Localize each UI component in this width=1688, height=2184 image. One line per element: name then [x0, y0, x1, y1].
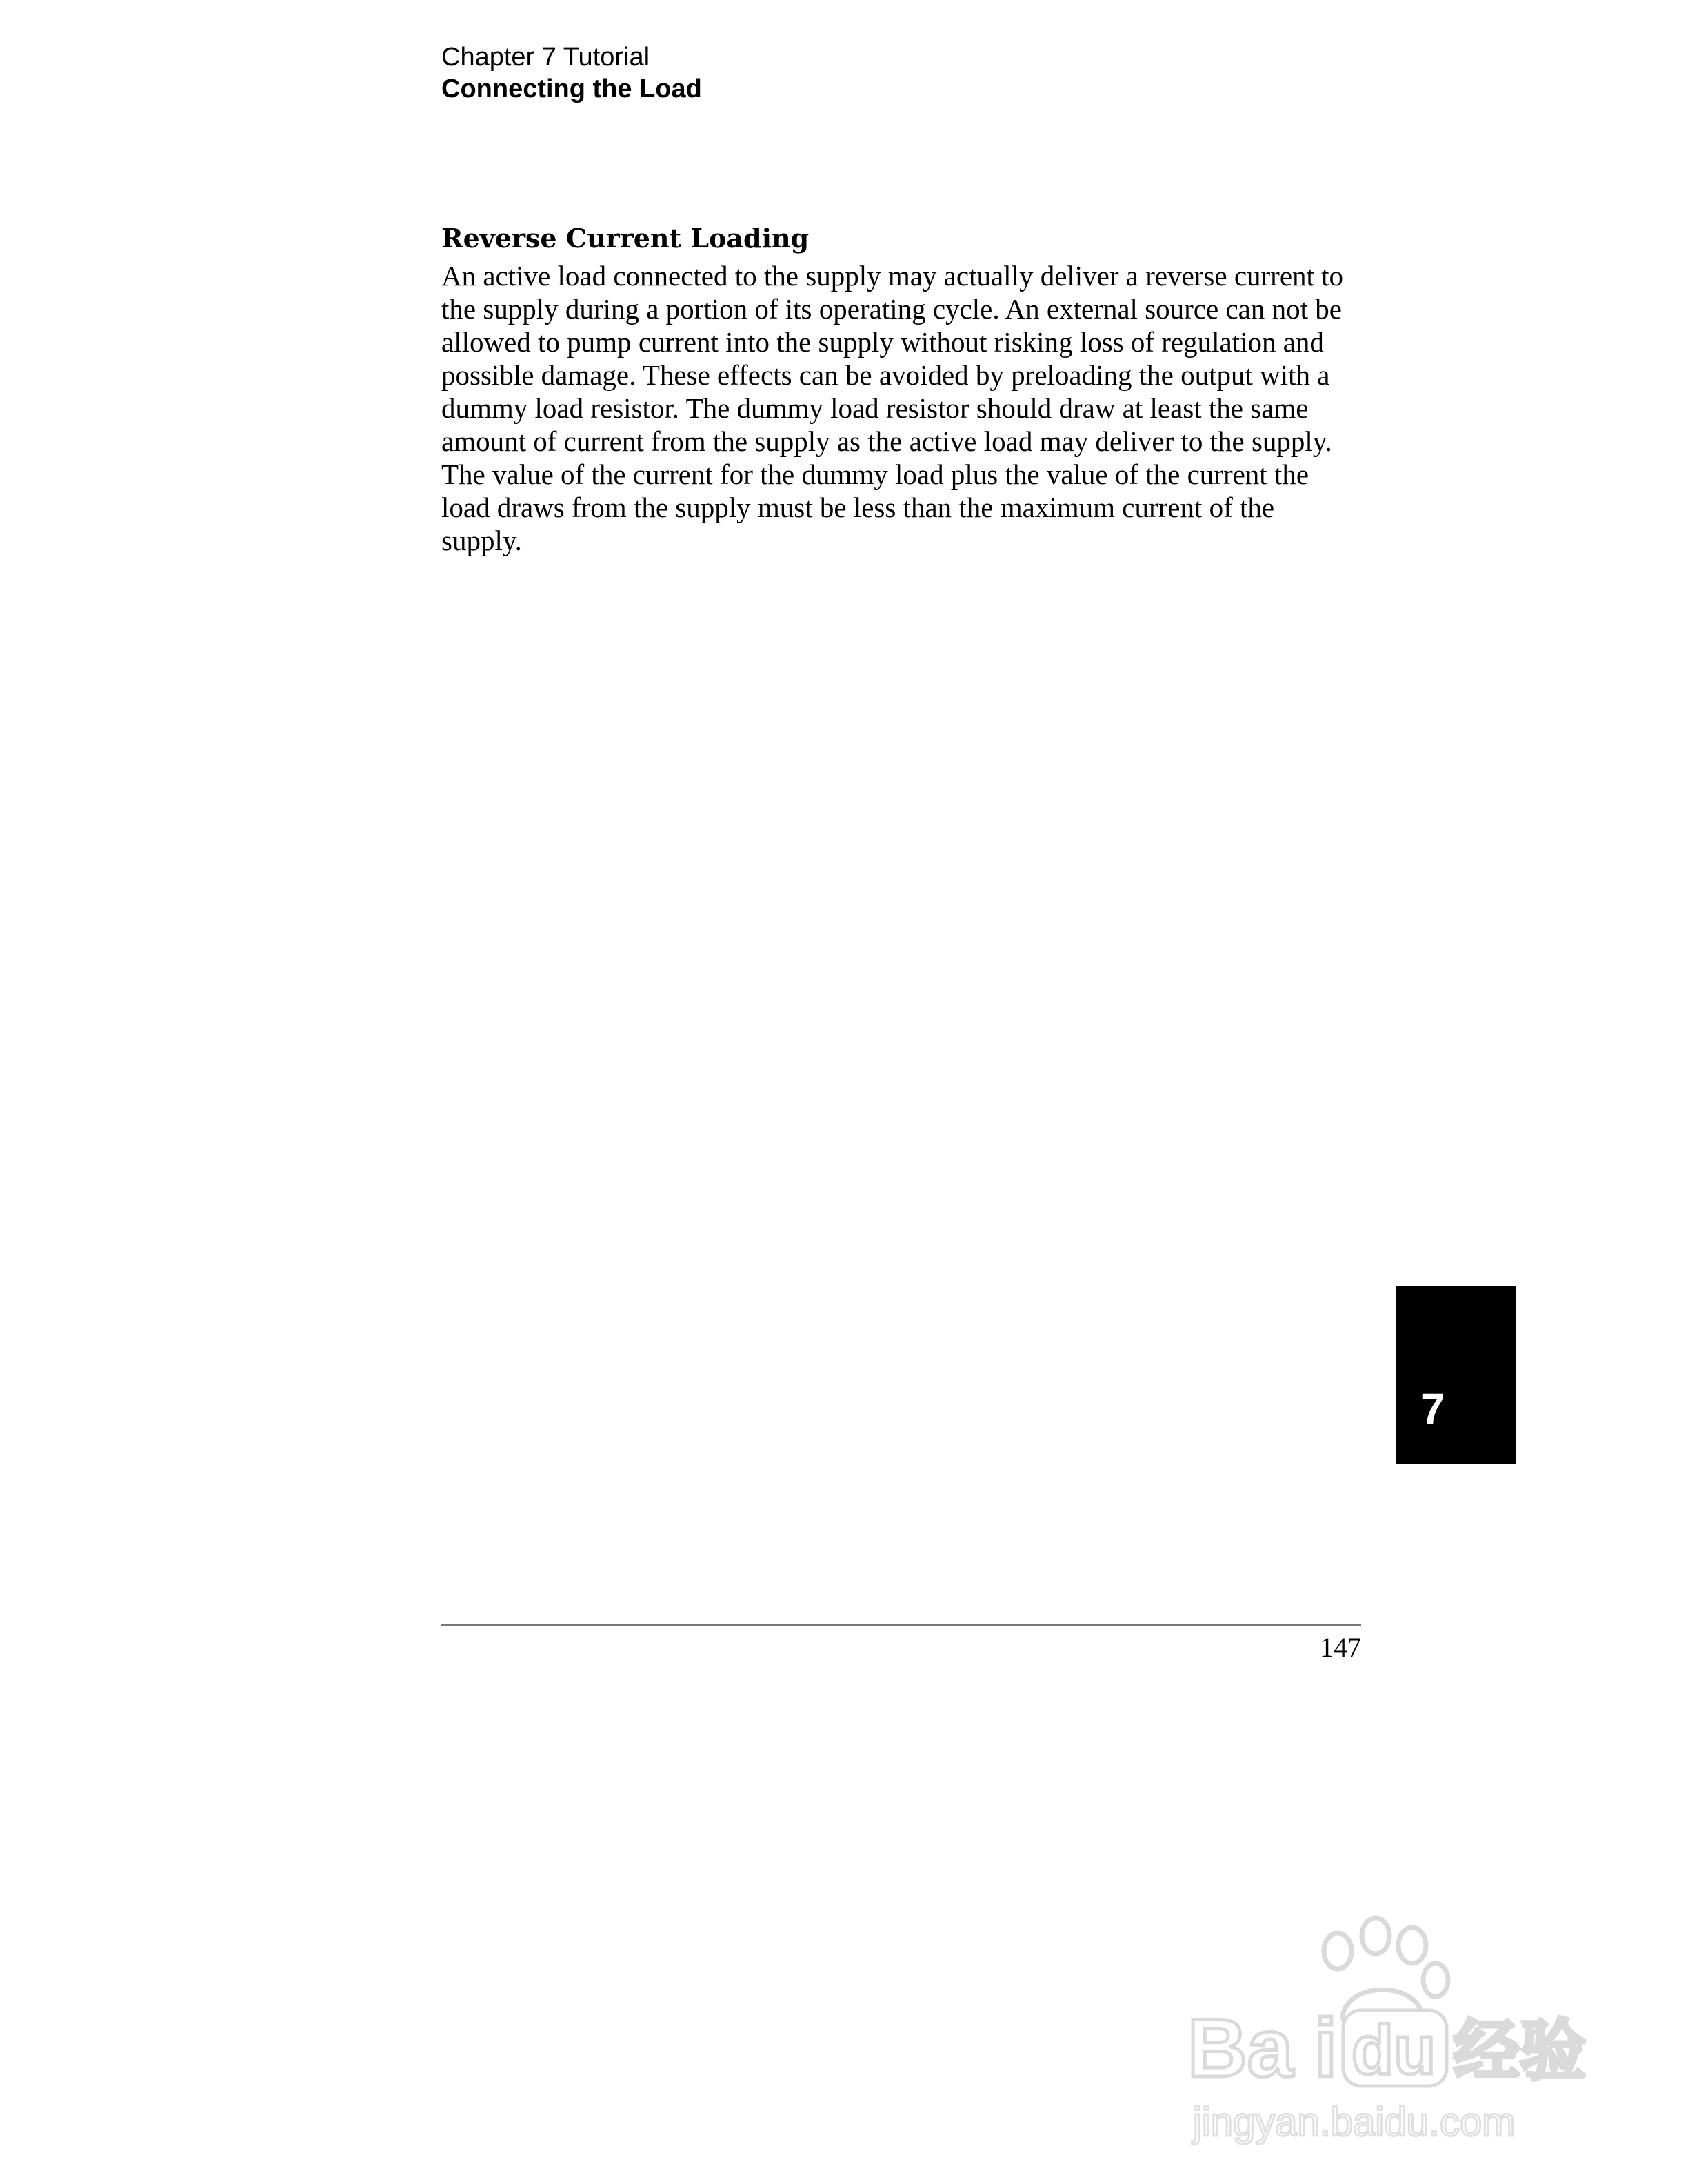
subsection-heading: Reverse Current Loading: [441, 223, 810, 254]
svg-text:jingyan.baidu.com: jingyan.baidu.com: [1193, 2100, 1516, 2145]
footer-rule: [441, 1624, 1361, 1626]
body-paragraph: An active load connected to the supply may actually deliver a reverse current to the supply during a portion of its operating cycle. An external source can not be allowed to pump current into the supply without risking loss of regulation and possible damage. These effects can be avoided by preloading the output with a dummy load resistor. The dummy load resistor should draw at least the same amount of current from the supply as the active load may deliver to the supply. The value of the current for the dummy load plus the value of the current the load draws from the supply must be less than the maximum current of the supply.: [441, 260, 1344, 556]
svg-text:du: du: [1352, 2012, 1436, 2089]
chapter-tab: [1396, 1286, 1516, 1464]
svg-text:i: i: [1314, 2002, 1338, 2094]
page-number: 147: [1320, 1632, 1361, 1663]
svg-text:经验: 经验: [1454, 2014, 1586, 2088]
main-content: [441, 222, 1358, 557]
baidu-watermark-logo: [1165, 1903, 1593, 2165]
chapter-title: Chapter 7 Tutorial: [441, 43, 650, 72]
running-header: [441, 41, 702, 105]
chapter-tab-number: 7: [1420, 1384, 1445, 1434]
svg-text:Ba: Ba: [1187, 2002, 1294, 2094]
section-title: Connecting the Load: [441, 74, 702, 103]
